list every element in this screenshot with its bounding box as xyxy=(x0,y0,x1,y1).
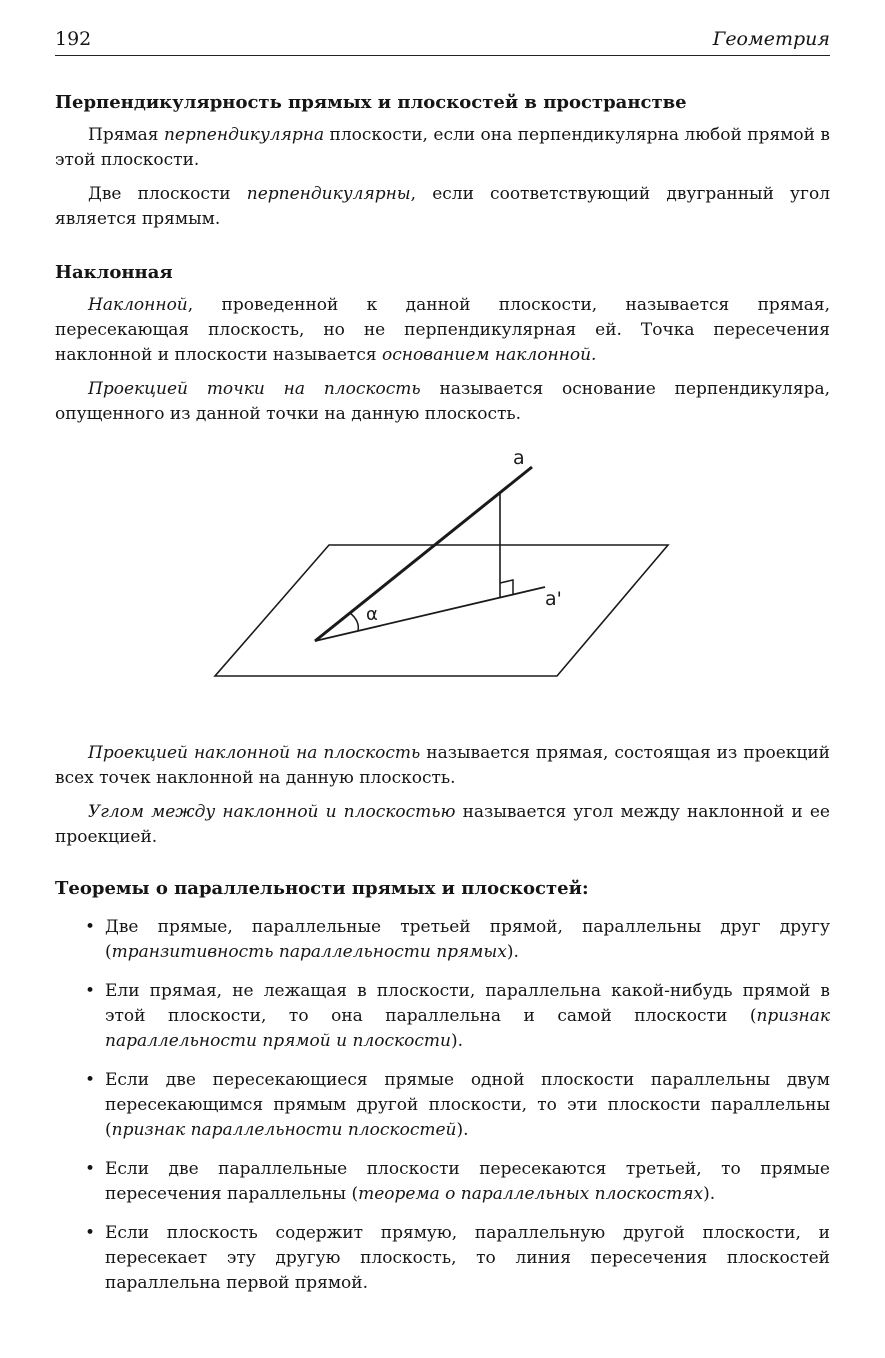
page xyxy=(55,28,830,1296)
page-number: 192 xyxy=(55,28,92,50)
paragraph-inclined-definition: Наклонной, проведенной к данной плоскости, называется прямая, пересекающая плоскость, но не перпендикулярная ей. Точка пересечения наклонной и плоскости называется основанием наклонной. xyxy=(55,295,830,365)
term-perpendicular: перпендикулярна xyxy=(163,125,325,145)
bullet-icon: • xyxy=(85,1159,96,1179)
bullet-icon: • xyxy=(85,917,96,937)
theorem-item: • Если две параллельные плоскости пересекаются третьей, то прямые пересечения параллельны (теорема о параллельных плоскостях). xyxy=(85,1159,830,1204)
paragraph-angle-definition: Углом между наклонной и плоскостью называется угол между наклонной и ее проекцией. xyxy=(55,802,830,847)
paragraph-perpendicular-planes: Две плоскости перпендикулярны, если соответствующий двугранный угол является прямым. xyxy=(55,184,831,229)
bullet-icon: • xyxy=(85,1223,96,1243)
theorem-list xyxy=(55,915,830,1296)
paragraph-point-projection: Проекцией точки на плоскость называется основание перпендикуляра, опущенного из данной точки на данную плоскость. xyxy=(55,379,830,424)
paragraph-perpendicular-line: Прямая перпендикулярна плоскости, если она перпендикулярна любой прямой в этой плоскости. xyxy=(55,125,831,170)
theorem-item: • Ели прямая, не лежащая в плоскости, параллельна какой-нибудь прямой в этой плоскости, то она параллельна и самой плоскости (признак параллельности прямой и плоскости). xyxy=(85,981,830,1051)
paragraph-inclined-projection: Проекцией наклонной на плоскость называется прямая, состоящая из проекций всех точек наклонной на данную плоскость. xyxy=(55,743,830,788)
theorem-item: • Если плоскость содержит прямую, параллельную другой плоскости, и пересекает эту другую плоскость, то линия пересечения плоскостей параллельна первой прямой. xyxy=(85,1223,830,1293)
term-inclined: Наклонной xyxy=(88,295,188,315)
label-a: a xyxy=(513,447,525,469)
figure-diagram xyxy=(55,443,830,733)
page-header xyxy=(55,28,830,56)
inclined-line-figure xyxy=(55,443,830,733)
term-inclined-base: основанием наклонной. xyxy=(381,345,597,365)
heading-perpendicularity: Перпендикулярность прямых и плоскостей в пространстве xyxy=(55,92,687,113)
bullet-icon: • xyxy=(85,981,96,1001)
angle-arc xyxy=(350,613,358,631)
running-title: Геометрия xyxy=(712,28,830,50)
term-angle: Углом между наклонной и плоскостью xyxy=(88,802,456,822)
term-inclined-projection: Проекцией наклонной на плоскость xyxy=(88,743,421,763)
heading-theorems: Теоремы о параллельности прямых и плоскостей: xyxy=(55,878,589,899)
theorem-item: • Две прямые, параллельные третьей прямой, параллельны друг другу (транзитивность параллельности прямых). xyxy=(85,917,830,962)
theorem-item: • Если две пересекающиеся прямые одной плоскости параллельны двум пересекающимся прямым другой плоскости, то эти плоскости параллельны (признак параллельности плоскостей). xyxy=(85,1070,830,1140)
term-perpendicular-planes: перпендикулярны xyxy=(246,184,411,204)
term-point-projection: Проекцией точки на плоскость xyxy=(88,379,421,399)
label-a-prime: a' xyxy=(545,588,562,610)
right-angle-mark xyxy=(500,580,513,594)
label-alpha: α xyxy=(366,604,378,625)
heading-inclined: Наклонная xyxy=(55,262,173,283)
bullet-icon: • xyxy=(85,1070,96,1090)
